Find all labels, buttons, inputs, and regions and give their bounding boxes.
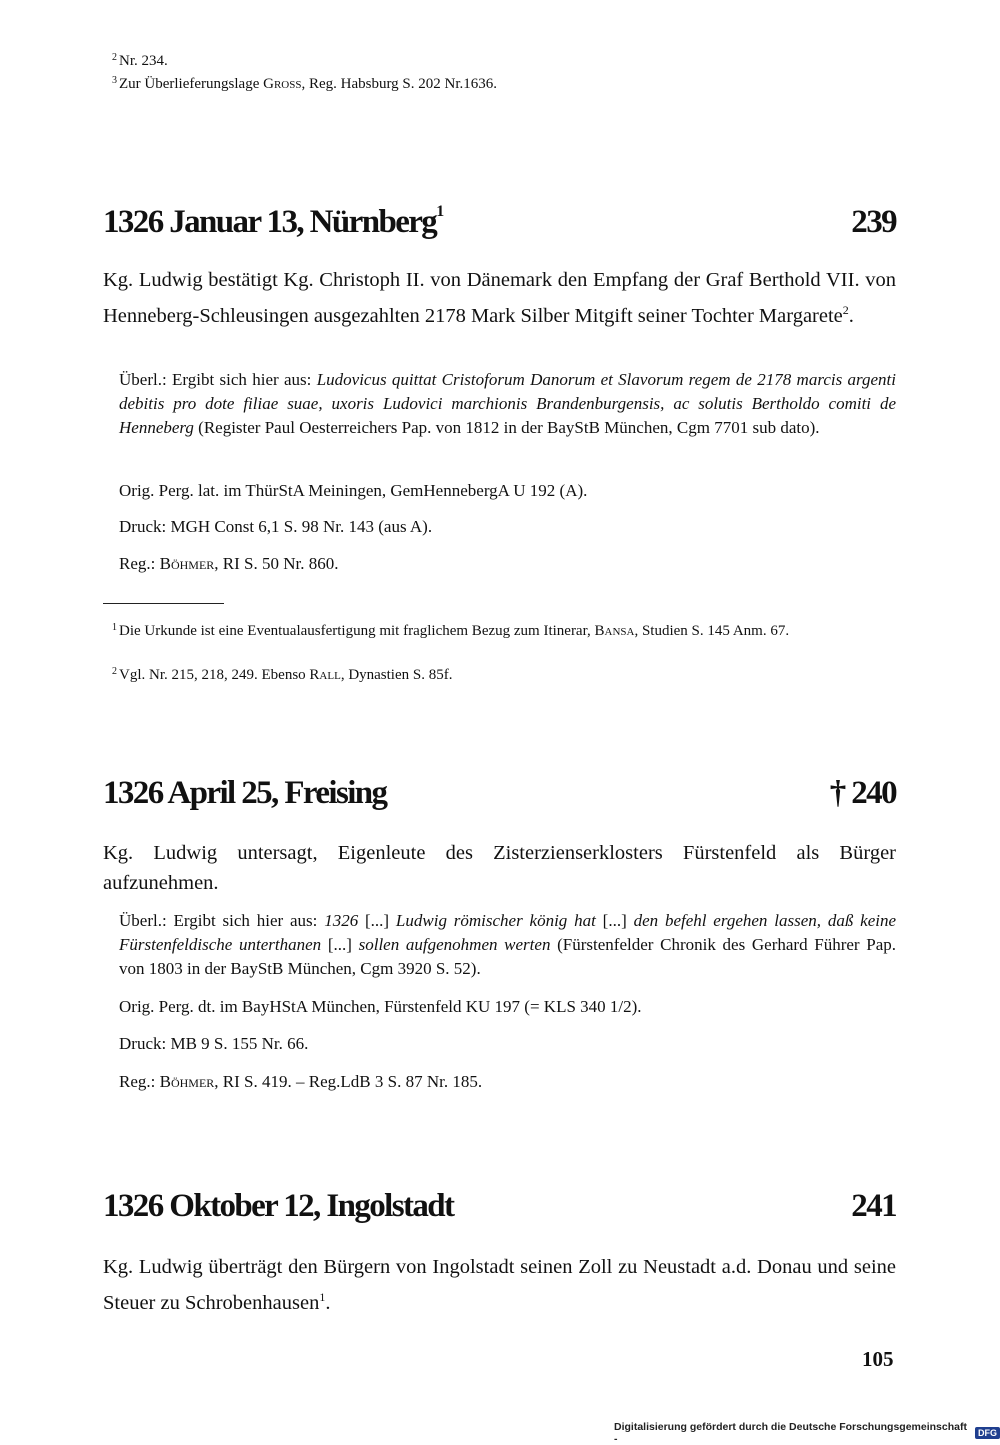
regest-note: Reg.: Böhmer, RI S. 50 Nr. 860.: [119, 554, 339, 573]
top-footnote-3: [112, 70, 497, 95]
entry-date-place: 1326 April 25, Freising: [103, 775, 387, 811]
footnote-author: Rall: [309, 667, 341, 683]
entry-date-place: 1326 Oktober 12, Ingolstadt: [103, 1188, 454, 1224]
regest-author: Böhmer: [159, 1072, 215, 1091]
entry-footnote-2: $^2$ Vgl. Nr. 215, 218, 249. Ebenso Rall, Dynastien S. 85f.: [112, 666, 453, 683]
entry-number: † 240: [829, 775, 896, 811]
footnote-divider: [103, 603, 224, 604]
entry-number: 241: [851, 1188, 896, 1224]
druck-note: Druck: MB 9 S. 155 Nr. 66.: [119, 1034, 309, 1053]
entry-summary: Kg. Ludwig untersagt, Eigenleute des Zisterzienserklosters Fürstenfeld als Bürger aufzunehmen.: [103, 842, 896, 894]
original-note: Orig. Perg. dt. im BayHStA München, Fürstenfeld KU 197 (= KLS 340 1/2).: [119, 997, 642, 1016]
ueberlieferung-note: Überl.: Ergibt sich hier aus: Ludovicus quittat Cristoforum Danorum et Slavorum regem de 2178 marcis argenti debitis pro dote filiae suae, uxoris Ludovici marchionis Brandenburgensis, ac solutis Bertholdo comiti de Henneberg (Register Paul Oesterreichers Pap. von 1812 in der BayStB München, Cgm 7701 sub dato).: [119, 370, 897, 437]
footnote-text: , Reg. Habsburg S. 202 Nr.1636.: [301, 76, 498, 92]
entry-heading-241: [103, 1188, 896, 1225]
entry-number: 239: [851, 204, 896, 240]
entry-heading-239: [103, 203, 896, 241]
footnote-mark: 1: [112, 622, 117, 633]
dfg-logo: DFG: [975, 1427, 1000, 1439]
top-footnote-2: [112, 47, 168, 72]
entry-footnote-1: $^1$ Die Urkunde ist eine Eventualausfertigung mit fraglichem Bezug zum Itinerar, Bansa, Studien S. 145 Anm. 67.: [112, 622, 790, 639]
footnote-mark: 2: [112, 52, 117, 63]
footnote-mark: 2: [842, 303, 849, 317]
regest-author: Böhmer: [159, 554, 215, 573]
footnote-author: Bansa: [594, 623, 635, 639]
page-number: 105: [862, 1347, 894, 1371]
entry-summary: Kg. Ludwig bestätigt Kg. Christoph II. von Dänemark den Empfang der Graf Berthold VII. von Henneberg-Schleusingen ausgezahlten 2178 Mark Silber Mitgift seiner Tochter Margarete$^2$.: [103, 269, 896, 327]
entry-summary: Kg. Ludwig überträgt den Bürgern von Ingolstadt seinen Zoll zu Neustadt a.d. Donau und seine Steuer zu Schrobenhausen$^1$.: [103, 1256, 896, 1314]
footnote-text: Nr. 234.: [119, 53, 168, 69]
entry-date-place: 1326 Januar 13, Nürnberg$^1$: [103, 203, 445, 240]
original-note: Orig. Perg. lat. im ThürStA Meiningen, GemHennebergA U 192 (A).: [119, 481, 588, 500]
footer-text: Digitalisierung gefördert durch die Deutsche Forschungsgemeinschaft -: [614, 1421, 967, 1445]
footnote-mark: 1: [436, 203, 445, 220]
latin-quote: Ludovicus quittat Cristoforum Danorum et Slavorum regem de 2178 marcis argenti debitis pro dote filiae suae, uxoris Ludovici marchionis Brandenburgensis, ac solutis Bertholdo comiti de Henneberg: [119, 370, 897, 437]
ueberlieferung-note: Überl.: Ergibt sich hier aus: 1326 [...] Ludwig römischer könig hat [...] den befehl ergehen lassen, daß keine Fürstenfeldische unterthanen [...] sollen aufgenohmen werten (Fürstenfelder Chronik des Gerhard Führer Pap. von 1803 in der BayStB München, Cgm 3920 S. 52).: [119, 911, 897, 978]
footnote-mark: 3: [112, 75, 117, 86]
footnote-mark: 1: [319, 1290, 326, 1304]
entry-heading-240: [103, 775, 896, 812]
footnote-text: Zur Überlieferungslage: [119, 76, 264, 92]
footnote-mark: 2: [112, 666, 117, 677]
digitization-footer: [614, 1421, 1000, 1445]
regest-note: Reg.: Böhmer, RI S. 419. – Reg.LdB 3 S. 87 Nr. 185.: [119, 1072, 483, 1091]
footnote-author: Gross: [263, 76, 302, 92]
druck-note: Druck: MGH Const 6,1 S. 98 Nr. 143 (aus A).: [119, 517, 433, 536]
